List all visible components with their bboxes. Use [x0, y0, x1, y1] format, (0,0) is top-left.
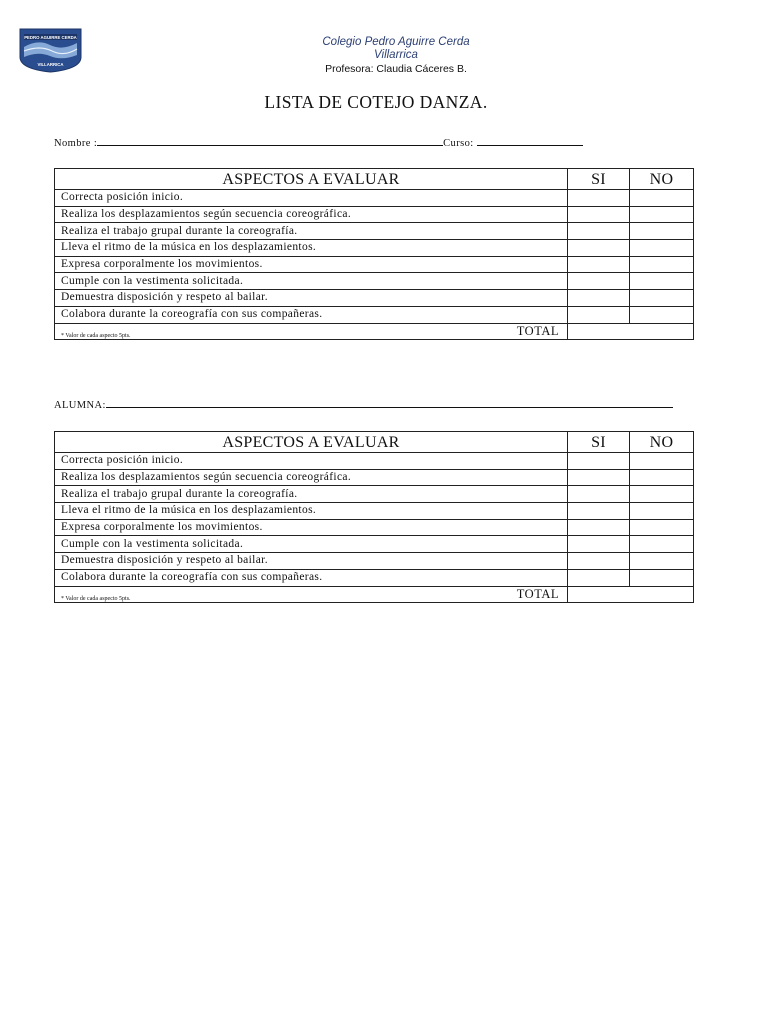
si-cell[interactable]: [568, 469, 630, 486]
criterion-label: Demuestra disposición y respeto al bailar.: [55, 553, 568, 570]
table-row: [55, 503, 694, 520]
no-cell[interactable]: [630, 290, 694, 307]
total-value-cell[interactable]: [568, 323, 694, 340]
si-cell[interactable]: [568, 306, 630, 323]
total-row-label-cell: [55, 586, 568, 603]
criterion-label: Cumple con la vestimenta solicitada.: [55, 273, 568, 290]
no-cell[interactable]: [630, 553, 694, 570]
criterion-label: Correcta posición inicio.: [55, 190, 568, 207]
si-cell[interactable]: [568, 273, 630, 290]
school-name: Colegio Pedro Aguirre Cerda: [322, 36, 470, 48]
criterion-label: Realiza los desplazamientos según secuencia coreográfica.: [55, 206, 568, 223]
total-label: TOTAL: [516, 323, 559, 338]
logo-text-bottom: VILLARRICA: [37, 62, 64, 67]
table-row: [55, 290, 694, 307]
si-cell[interactable]: [568, 503, 630, 520]
table-row: [55, 256, 694, 273]
table-row: [55, 240, 694, 257]
criterion-label: Realiza el trabajo grupal durante la coreografía.: [55, 486, 568, 503]
alumna-label: ALUMNA:: [54, 400, 106, 411]
si-cell[interactable]: [568, 256, 630, 273]
table-row: [55, 306, 694, 323]
evaluation-table-1: [54, 168, 694, 340]
si-cell[interactable]: [568, 290, 630, 307]
total-row-label-cell: [55, 323, 568, 340]
table-row: [55, 486, 694, 503]
header-aspectos: ASPECTOS A EVALUAR: [55, 169, 568, 190]
table-row: [55, 553, 694, 570]
criterion-label: Expresa corporalmente los movimientos.: [55, 256, 568, 273]
no-cell[interactable]: [630, 273, 694, 290]
alumna-line: [54, 398, 673, 411]
table-row: [55, 519, 694, 536]
si-cell[interactable]: [568, 519, 630, 536]
table-row: [55, 469, 694, 486]
no-cell[interactable]: [630, 469, 694, 486]
header-si: SI: [568, 169, 630, 190]
criterion-label: Expresa corporalmente los movimientos.: [55, 519, 568, 536]
no-cell[interactable]: [630, 503, 694, 520]
total-value-cell[interactable]: [568, 586, 694, 603]
teacher-name: Profesora: Claudia Cáceres B.: [325, 63, 467, 75]
table-row: [55, 190, 694, 207]
no-cell[interactable]: [630, 569, 694, 586]
criterion-label: Realiza el trabajo grupal durante la coreografía.: [55, 223, 568, 240]
curso-label: Curso:: [443, 138, 477, 149]
criterion-label: Lleva el ritmo de la música en los desplazamientos.: [55, 240, 568, 257]
criterion-label: Colabora durante la coreografía con sus compañeras.: [55, 306, 568, 323]
table-row: [55, 206, 694, 223]
total-label: TOTAL: [516, 586, 559, 601]
no-cell[interactable]: [630, 536, 694, 553]
si-cell[interactable]: [568, 569, 630, 586]
no-cell[interactable]: [630, 223, 694, 240]
criterion-label: Cumple con la vestimenta solicitada.: [55, 536, 568, 553]
si-cell[interactable]: [568, 190, 630, 207]
curso-blank[interactable]: [477, 136, 583, 146]
no-cell[interactable]: [630, 519, 694, 536]
si-cell[interactable]: [568, 486, 630, 503]
evaluation-table-2: [54, 431, 694, 603]
value-note: * Valor de cada aspecto 5pts.: [61, 595, 131, 602]
no-cell[interactable]: [630, 206, 694, 223]
nombre-blank[interactable]: [97, 136, 443, 146]
nombre-label: Nombre :: [54, 138, 98, 149]
si-cell[interactable]: [568, 453, 630, 470]
si-cell[interactable]: [568, 536, 630, 553]
table-row: [55, 223, 694, 240]
table-row: [55, 453, 694, 470]
si-cell[interactable]: [568, 553, 630, 570]
criterion-label: Correcta posición inicio.: [55, 453, 568, 470]
criterion-label: Lleva el ritmo de la música en los desplazamientos.: [55, 503, 568, 520]
no-cell[interactable]: [630, 240, 694, 257]
criterion-label: Realiza los desplazamientos según secuencia coreográfica.: [55, 469, 568, 486]
nombre-curso-line: [54, 136, 583, 149]
no-cell[interactable]: [630, 306, 694, 323]
alumna-blank[interactable]: [106, 398, 673, 408]
si-cell[interactable]: [568, 223, 630, 240]
total-row: [55, 323, 694, 340]
header-aspectos: ASPECTOS A EVALUAR: [55, 432, 568, 453]
table-row: [55, 569, 694, 586]
si-cell[interactable]: [568, 206, 630, 223]
header-no: NO: [630, 432, 694, 453]
table-row: [55, 536, 694, 553]
no-cell[interactable]: [630, 190, 694, 207]
no-cell[interactable]: [630, 256, 694, 273]
page-title: LISTA DE COTEJO DANZA.: [264, 92, 488, 112]
table-row: [55, 273, 694, 290]
total-row: [55, 586, 694, 603]
criterion-label: Demuestra disposición y respeto al bailar.: [55, 290, 568, 307]
no-cell[interactable]: [630, 486, 694, 503]
no-cell[interactable]: [630, 453, 694, 470]
criterion-label: Colabora durante la coreografía con sus compañeras.: [55, 569, 568, 586]
header-no: NO: [630, 169, 694, 190]
logo-text-top: PEDRO AGUIRRE CERDA: [24, 34, 77, 40]
si-cell[interactable]: [568, 240, 630, 257]
school-city: Villarrica: [374, 49, 418, 61]
value-note: * Valor de cada aspecto 5pts.: [61, 332, 131, 339]
header-si: SI: [568, 432, 630, 453]
